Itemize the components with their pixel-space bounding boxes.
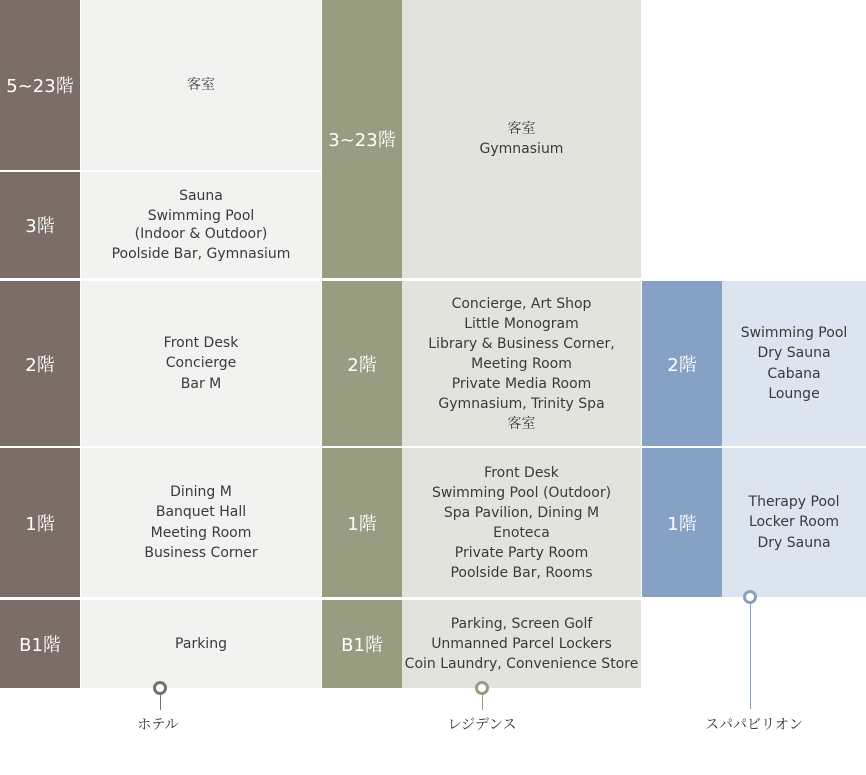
spa-floor-1: 1階 xyxy=(642,448,722,597)
residence-1-item: Swimming Pool (Outdoor) xyxy=(431,484,612,501)
residence-floor-2: 2階 xyxy=(322,281,402,446)
spa-content-2 xyxy=(722,281,866,446)
residence-content-1 xyxy=(402,448,641,597)
hotel-1-item: Meeting Room xyxy=(150,524,252,541)
hotel-3-item: (Indoor & Outdoor) xyxy=(134,225,268,242)
spa-2-item: Dry Sauna xyxy=(757,345,831,361)
residence-legend-label: レジデンス xyxy=(447,717,517,733)
spa-content-1 xyxy=(722,448,866,597)
residence-2-item: Private Media Room xyxy=(451,375,592,392)
spa-1-item: Therapy Pool xyxy=(748,493,840,510)
residence-floor-3-23: 3~23階 xyxy=(322,0,402,278)
spa-2-item: Swimming Pool xyxy=(740,324,848,341)
hotel-5-23-item: 客室 xyxy=(187,76,215,93)
hotel-content-5-23 xyxy=(81,0,321,170)
hotel-floor-1: 1階 xyxy=(0,448,80,597)
residence-1-item: Front Desk xyxy=(484,464,559,481)
hotel-content-2 xyxy=(81,281,321,446)
residence-content-b1 xyxy=(402,600,641,688)
residence-3-23-item: 客室 xyxy=(507,120,536,137)
hotel-3-item: Poolside Bar, Gymnasium xyxy=(111,246,291,262)
spa-floor-2: 2階 xyxy=(642,281,722,446)
hotel-3-item: Swimming Pool xyxy=(147,208,255,224)
residence-legend-dot xyxy=(475,681,489,695)
hotel-3-item: Sauna xyxy=(179,187,223,204)
spa-legend-dot xyxy=(743,590,757,604)
residence-b1-item: Parking, Screen Golf xyxy=(450,616,593,632)
spa-1-item: Dry Sauna xyxy=(757,534,831,551)
residence-2-item: 客室 xyxy=(507,415,536,432)
residence-2-item: Gymnasium, Trinity Spa xyxy=(438,395,605,412)
spa-legend-line xyxy=(750,603,751,709)
residence-b1-item: Unmanned Parcel Lockers xyxy=(431,636,612,652)
residence-1-item: Poolside Bar, Rooms xyxy=(450,564,593,581)
hotel-content-1 xyxy=(81,448,321,597)
residence-1-item: Private Party Room xyxy=(454,544,589,561)
spa-2-item: Cabana xyxy=(767,365,821,382)
hotel-floor-b1: B1階 xyxy=(0,600,80,688)
residence-content-3-23 xyxy=(402,0,641,278)
hotel-1-item: Dining M xyxy=(170,483,232,500)
hotel-b1-item: Parking xyxy=(175,635,227,652)
residence-2-item: Concierge, Art Shop xyxy=(451,295,592,312)
residence-3-23-item: Gymnasium xyxy=(479,141,564,157)
residence-floor-1: 1階 xyxy=(322,448,402,597)
hotel-floor-3: 3階 xyxy=(0,172,80,278)
residence-b1-item: Coin Laundry, Convenience Store xyxy=(404,656,639,672)
residence-legend-line xyxy=(482,694,483,710)
residence-2-item: Library & Business Corner, xyxy=(428,335,615,352)
hotel-floor-5-23: 5~23階 xyxy=(0,0,80,170)
residence-content-2 xyxy=(402,281,641,446)
residence-1-item: Enoteca xyxy=(493,524,550,541)
spa-legend-label: スパパビリオン xyxy=(705,717,803,733)
hotel-content-3 xyxy=(81,172,321,278)
residence-floor-b1: B1階 xyxy=(322,600,402,688)
residence-1-item: Spa Pavilion, Dining M xyxy=(443,504,600,521)
hotel-2-item: Concierge xyxy=(165,355,237,372)
residence-2-item: Meeting Room xyxy=(471,355,572,372)
spa-1-item: Locker Room xyxy=(748,514,840,531)
hotel-2-item: Front Desk xyxy=(163,334,239,351)
spa-2-item: Lounge xyxy=(768,386,820,402)
hotel-2-item: Bar M xyxy=(180,375,222,392)
residence-2-item: Little Monogram xyxy=(464,315,579,332)
hotel-legend-line xyxy=(160,694,161,710)
hotel-legend-label: ホテル xyxy=(137,717,179,733)
hotel-1-item: Banquet Hall xyxy=(155,504,247,520)
hotel-legend-dot xyxy=(153,681,167,695)
hotel-content-b1 xyxy=(81,600,321,688)
hotel-1-item: Business Corner xyxy=(144,545,258,561)
hotel-floor-2: 2階 xyxy=(0,281,80,446)
